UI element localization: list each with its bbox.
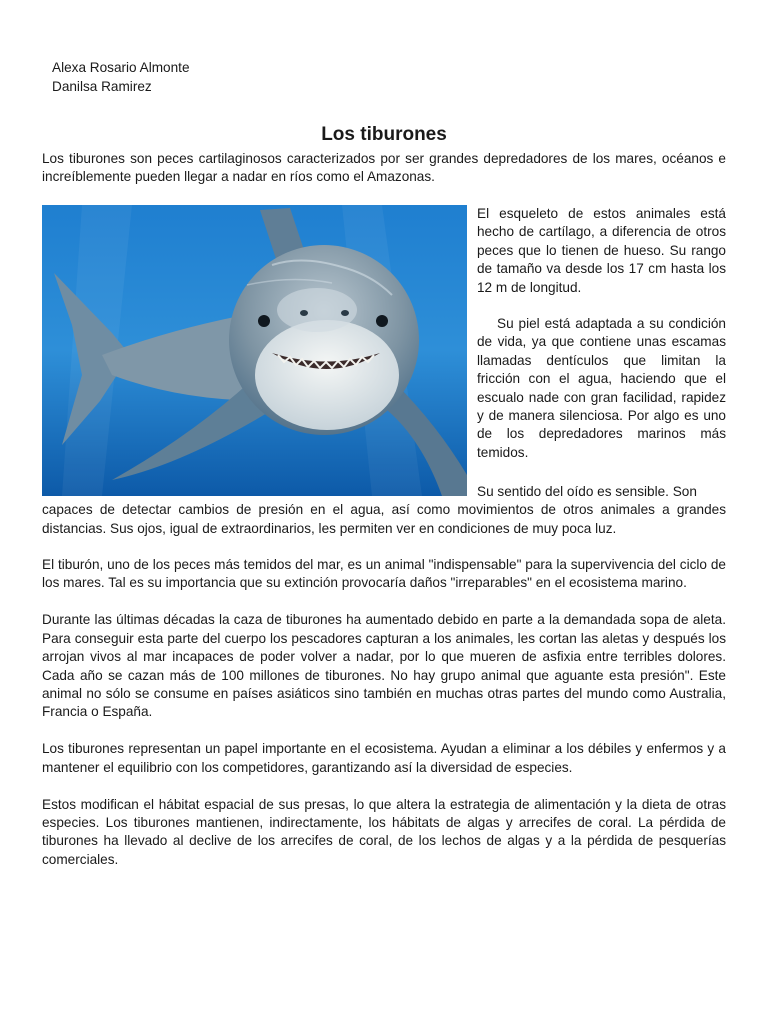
skin-paragraph: Su piel está adaptada a su condición de vida, ya que contiene unas escamas llamadas dentículos que limitan la fricción con el agua, haciendo que el escualo nade con gran facilidad, rapidez y de manera silenciosa. Por algo es uno de los depredadores marinos más temidos. <box>477 316 726 460</box>
hearing-paragraph <box>42 483 726 538</box>
importance-paragraph: El tiburón, uno de los peces más temidos del mar, es un animal "indispensable" para la supervivencia del ciclo de los mares. Tal es su importancia que su extinción provocaría daños "irreparables" en el ecosistema marino. <box>42 557 726 591</box>
author-name: Alexa Rosario Almonte <box>52 60 190 75</box>
shark-photo <box>42 205 467 496</box>
authors-block <box>52 58 190 96</box>
document-title: Los tiburones <box>321 124 447 145</box>
hearing-rest: capaces de detectar cambios de presión en el agua, así como movimientos de otros animales a grandes distancias. Sus ojos, igual de extraordinarios, les permiten ver en condiciones de muy poca luz. <box>42 502 726 536</box>
hunting-paragraph: Durante las últimas décadas la caza de tiburones ha aumentado debido en parte a la demandada sopa de aleta. Para conseguir esta parte del cuerpo los pescadores capturan a los animales, les cortan las aletas y después los arrojan vivos al mar incapaces de poder volver a nadar, por lo que mueren de asfixia entre terribles dolores. Cada año se cazan más de 100 millones de tiburones. No hay grupo animal que aguante esta presión". Este animal no sólo se consume en países asiáticos sino también en muchas otras partes del mundo como Australia, Francia o España. <box>42 612 726 720</box>
habitat-paragraph: Estos modifican el hábitat espacial de sus presas, lo que altera la estrategia de alimentación y la dieta de otras especies. Los tiburones mantienen, indirectamente, los hábitats de algas y arrecifes de coral. La pérdida de tiburones ha llevado al declive de los arrecifes de coral, de los lechos de algas y a la pérdida de pesquerías comerciales. <box>42 796 726 867</box>
side-column <box>477 205 726 480</box>
intro-paragraph: Los tiburones son peces cartilaginosos caracterizados por ser grandes depredadores de los mares, océanos e increíblemente pueden llegar a nadar en ríos como el Amazonas. <box>42 151 726 185</box>
hearing-lead: Su sentido del oído es sensible. Son <box>477 484 697 499</box>
ecosystem-paragraph: Los tiburones representan un papel importante en el ecosistema. Ayudan a eliminar a los débiles y enfermos y a mantener el equilibrio con los competidores, garantizando así la diversidad de especies. <box>42 741 726 775</box>
body-text <box>42 556 726 888</box>
author-name: Danilsa Ramirez <box>52 79 152 94</box>
skeleton-paragraph: El esqueleto de estos animales está hecho de cartílago, a diferencia de otros peces que lo tienen de hueso. Su rango de tamaño va desde los 17 cm hasta los 12 m de longitud. <box>477 206 726 295</box>
